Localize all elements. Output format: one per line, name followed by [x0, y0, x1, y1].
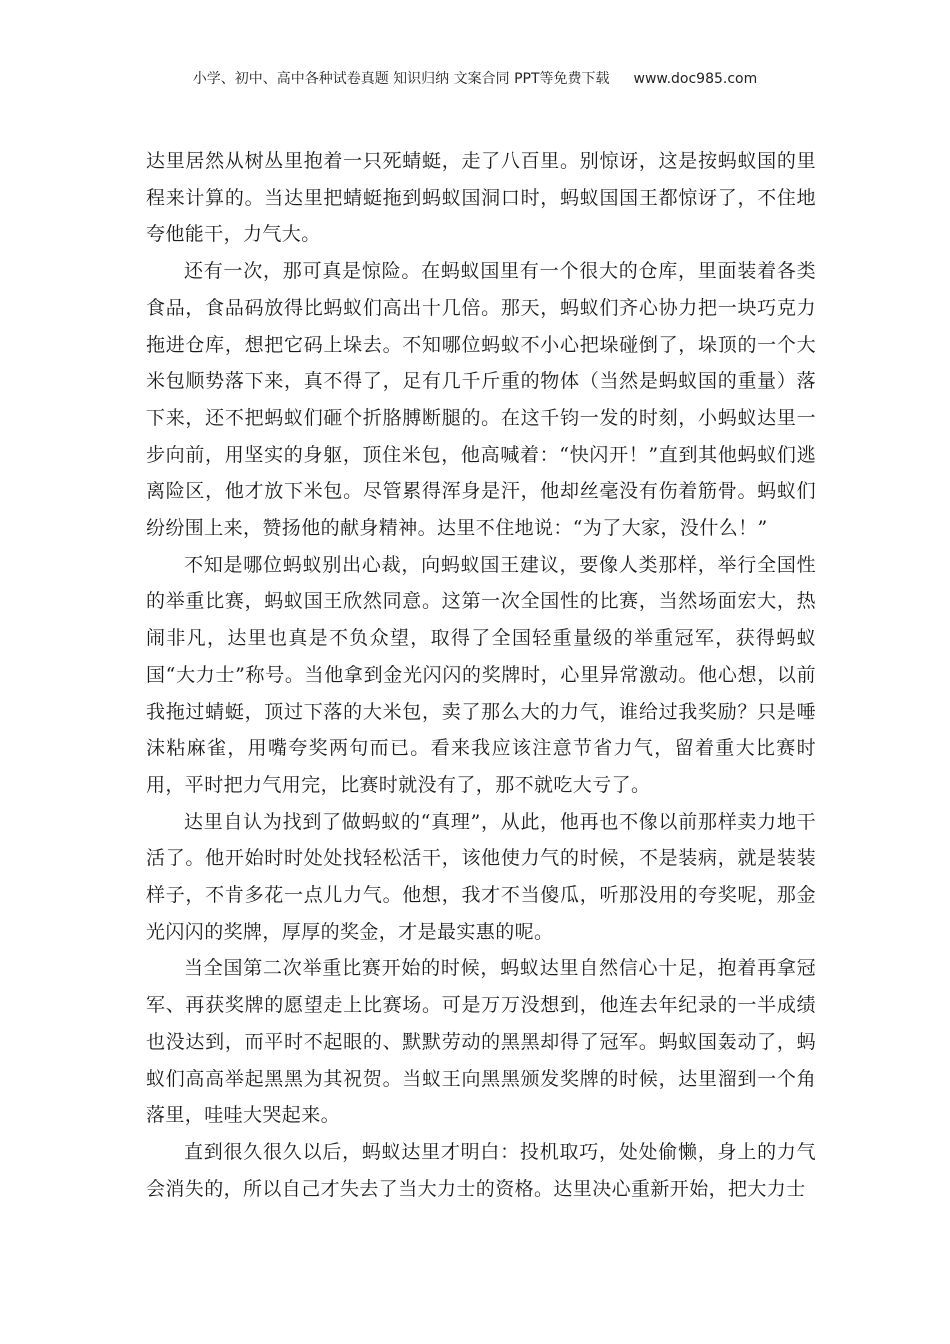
paragraph: 达里居然从树丛里抱着一只死蜻蜓，走了八百里。别惊讶，这是按蚂蚁国的里程来计算的。当达里把蜻蜓拖到蚂蚁国洞口时，蚂蚁国国王都惊讶了，不住地夸他能干，力气大。	[146, 150, 816, 246]
header-slogan: 小学、初中、高中各种试卷真题 知识归纳 文案合同 PPT等免费下载	[192, 71, 610, 87]
paragraph: 直到很久很久以后，蚂蚁达里才明白：投机取巧，处处偷懒，身上的力气会消失的，所以自己才失去了当大力士的资格。达里决心重新开始，把大力士	[146, 1140, 816, 1200]
page-header	[0, 68, 950, 88]
paragraph: 达里自认为找到了做蚂蚁的“真理”，从此，他再也不像以前那样卖力地干活了。他开始时时处处找轻松活干，该他使力气的时候，不是装病，就是装装样子，不肯多花一点儿力气。他想，我才不当傻瓜，听那没用的夸奖呢，那金光闪闪的奖牌，厚厚的奖金，才是最实惠的呢。	[146, 810, 816, 943]
paragraph: 还有一次，那可真是惊险。在蚂蚁国里有一个很大的仓库，里面装着各类食品，食品码放得比蚂蚁们高出十几倍。那天，蚂蚁们齐心协力把一块巧克力拖进仓库，想把它码上垛去。不知哪位蚂蚁不小心把垛碰倒了，垛顶的一个大米包顺势落下来，真不得了，足有几千斤重的物体（当然是蚂蚁国的重量）落下来，还不把蚂蚁们砸个折胳膊断腿的。在这千钧一发的时刻，小蚂蚁达里一步向前，用坚实的身躯，顶住米包，他高喊着：“快闪开！”直到其他蚂蚁们逃离险区，他才放下米包。尽管累得浑身是汗，他却丝毫没有伤着筋骨。蚂蚁们纷纷围上来，赞扬他的献身精神。达里不住地说：“为了大家，没什么！”	[146, 260, 816, 540]
paragraph: 不知是哪位蚂蚁别出心裁，向蚂蚁国王建议，要像人类那样，举行全国性的举重比赛，蚂蚁国王欣然同意。这第一次全国性的比赛，当然场面宏大，热闹非凡，达里也真是不负众望，取得了全国轻重量级的举重冠军，获得蚂蚁国“大力士”称号。当他拿到金光闪闪的奖牌时，心里异常激动。他心想，以前我拖过蜻蜓，顶过下落的大米包，卖了那么大的力气，谁给过我奖励？只是唾沫粘麻雀，用嘴夸奖两句而已。看来我应该注意节省力气，留着重大比赛时用，平时把力气用完，比赛时就没有了，那不就吃大亏了。	[146, 553, 816, 796]
article-body	[146, 143, 816, 1207]
paragraph: 当全国第二次举重比赛开始的时候，蚂蚁达里自然信心十足，抱着再拿冠军、再获奖牌的愿望走上比赛场。可是万万没想到，他连去年纪录的一半成绩也没达到，而平时不起眼的、默默劳动的黑黑却得了冠军。蚂蚁国轰动了，蚂蚁们高高举起黑黑为其祝贺。当蚁王向黑黑颁发奖牌的时候，达里溜到一个角落里，哇哇大哭起来。	[146, 957, 816, 1127]
header-website: www.doc985.com	[633, 71, 758, 87]
